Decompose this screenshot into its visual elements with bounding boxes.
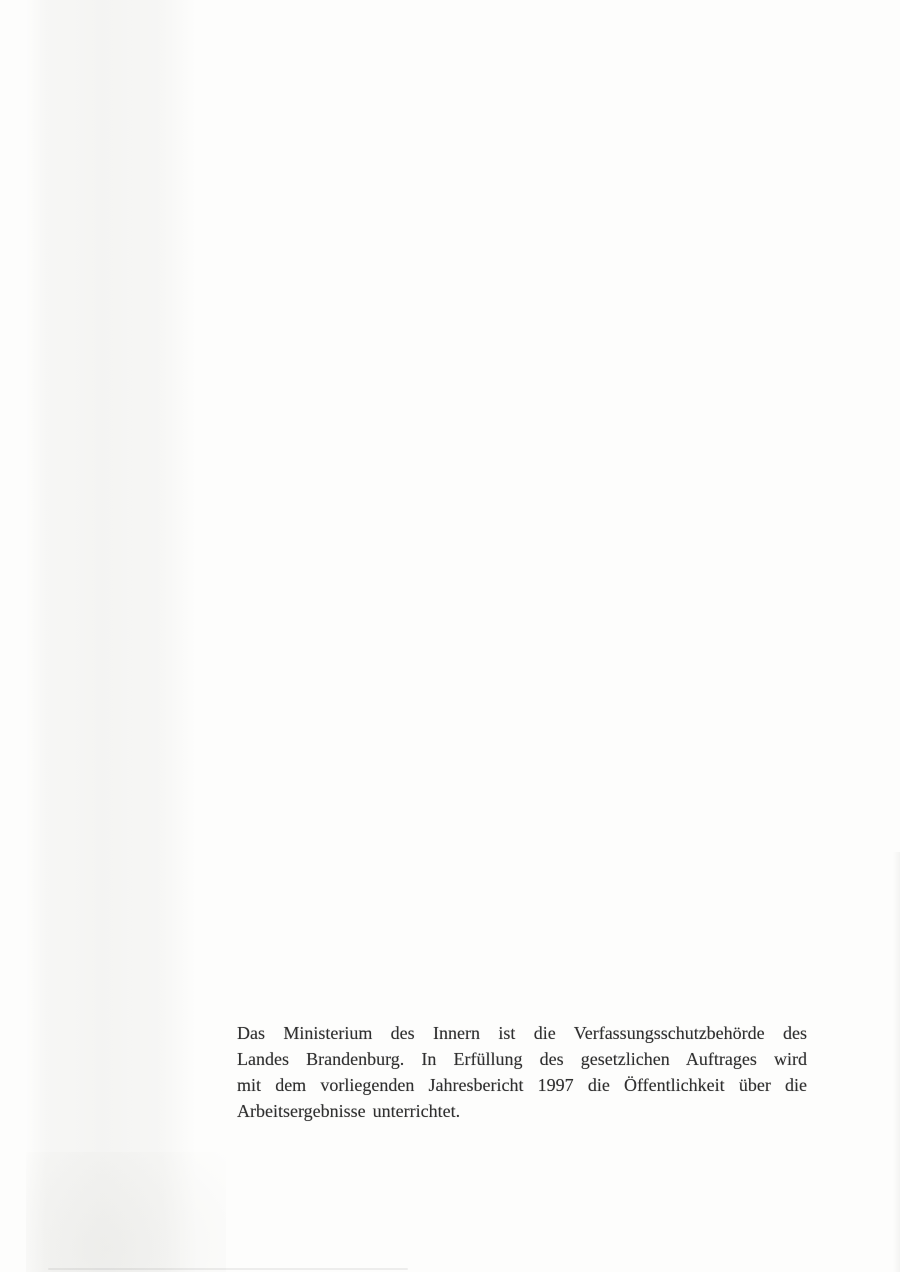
paragraph-line-1: Das Ministerium des Innern ist die Verfassungsschutzbehörde des: [237, 1023, 807, 1043]
scan-gutter-shadow: [26, 0, 196, 1272]
scan-corner-grain: [26, 1152, 226, 1272]
paragraph-line-3: mit dem vorliegenden Jahresbericht 1997 die Öffentlichkeit über die: [237, 1075, 807, 1095]
scan-bottom-edge-artifact: [48, 1268, 408, 1270]
paragraph-line-4: Arbeitsergebnisse unterrichtet.: [237, 1101, 461, 1121]
paragraph-line-2: Landes Brandenburg. In Erfüllung des gesetzlichen Auftrages wird: [237, 1049, 807, 1069]
scan-right-edge-shade: [893, 852, 900, 1272]
body-paragraph: [237, 1020, 807, 1124]
